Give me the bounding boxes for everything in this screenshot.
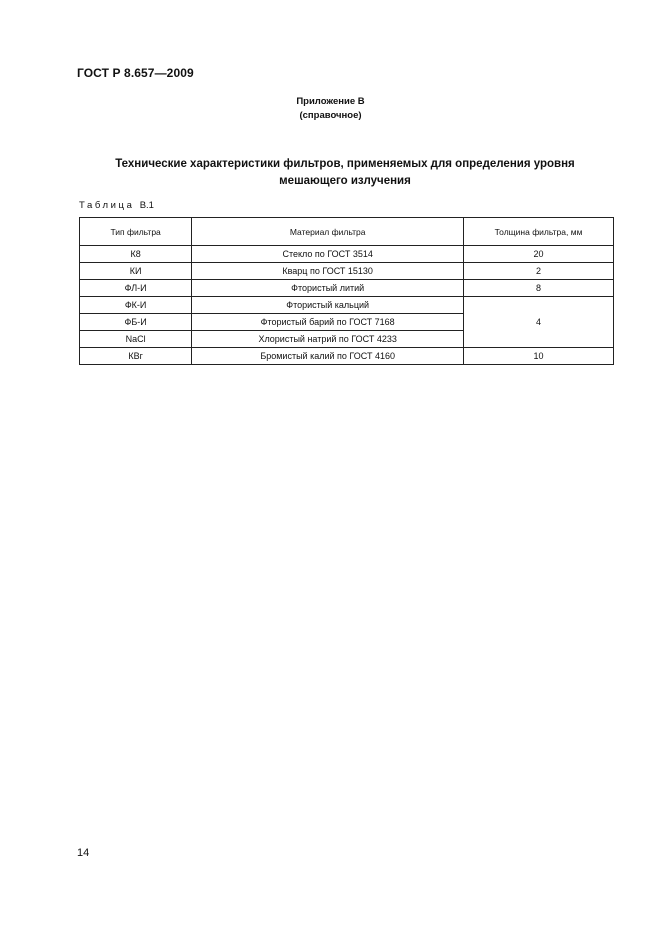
appendix-title: Приложение В <box>296 96 365 107</box>
cell-type: КВг <box>80 348 192 365</box>
cell-type: К8 <box>80 246 192 263</box>
cell-material: Фтористый кальций <box>192 297 464 314</box>
page-number: 14 <box>77 847 90 859</box>
cell-material: Хлористый натрий по ГОСТ 4233 <box>192 331 464 348</box>
column-header-type: Тип фильтра <box>80 218 192 246</box>
cell-thickness: 2 <box>464 263 614 280</box>
cell-type: NaCl <box>80 331 192 348</box>
table-row <box>80 297 614 314</box>
cell-material: Кварц по ГОСТ 15130 <box>192 263 464 280</box>
document-code: ГОСТ Р 8.657—2009 <box>77 66 194 80</box>
cell-type: КИ <box>80 263 192 280</box>
cell-type: ФБ-И <box>80 314 192 331</box>
cell-material: Бромистый калий по ГОСТ 4160 <box>192 348 464 365</box>
cell-thickness: 10 <box>464 348 614 365</box>
table-caption-number: В.1 <box>139 200 154 211</box>
cell-material: Фтористый литий <box>192 280 464 297</box>
appendix-subtitle: (справочное) <box>299 110 362 121</box>
cell-thickness: 8 <box>464 280 614 297</box>
cell-thickness: 20 <box>464 246 614 263</box>
cell-material: Фтористый барий по ГОСТ 7168 <box>192 314 464 331</box>
table-caption <box>79 200 154 211</box>
section-title: Технические характеристики фильтров, применяемых для определения уровня мешающего излучения <box>115 158 575 187</box>
column-header-thickness: Толщина фильтра, мм <box>464 218 614 246</box>
cell-material: Стекло по ГОСТ 3514 <box>192 246 464 263</box>
cell-thickness-merged: 4 <box>464 297 614 348</box>
cell-type: ФЛ-И <box>80 280 192 297</box>
table-header-row <box>80 218 614 246</box>
table-row <box>80 348 614 365</box>
table-row <box>80 280 614 297</box>
cell-type: ФК-И <box>80 297 192 314</box>
filters-table <box>79 217 614 365</box>
table-row <box>80 246 614 263</box>
table-caption-label: Таблица <box>79 200 135 211</box>
column-header-material: Материал фильтра <box>192 218 464 246</box>
table-row <box>80 263 614 280</box>
